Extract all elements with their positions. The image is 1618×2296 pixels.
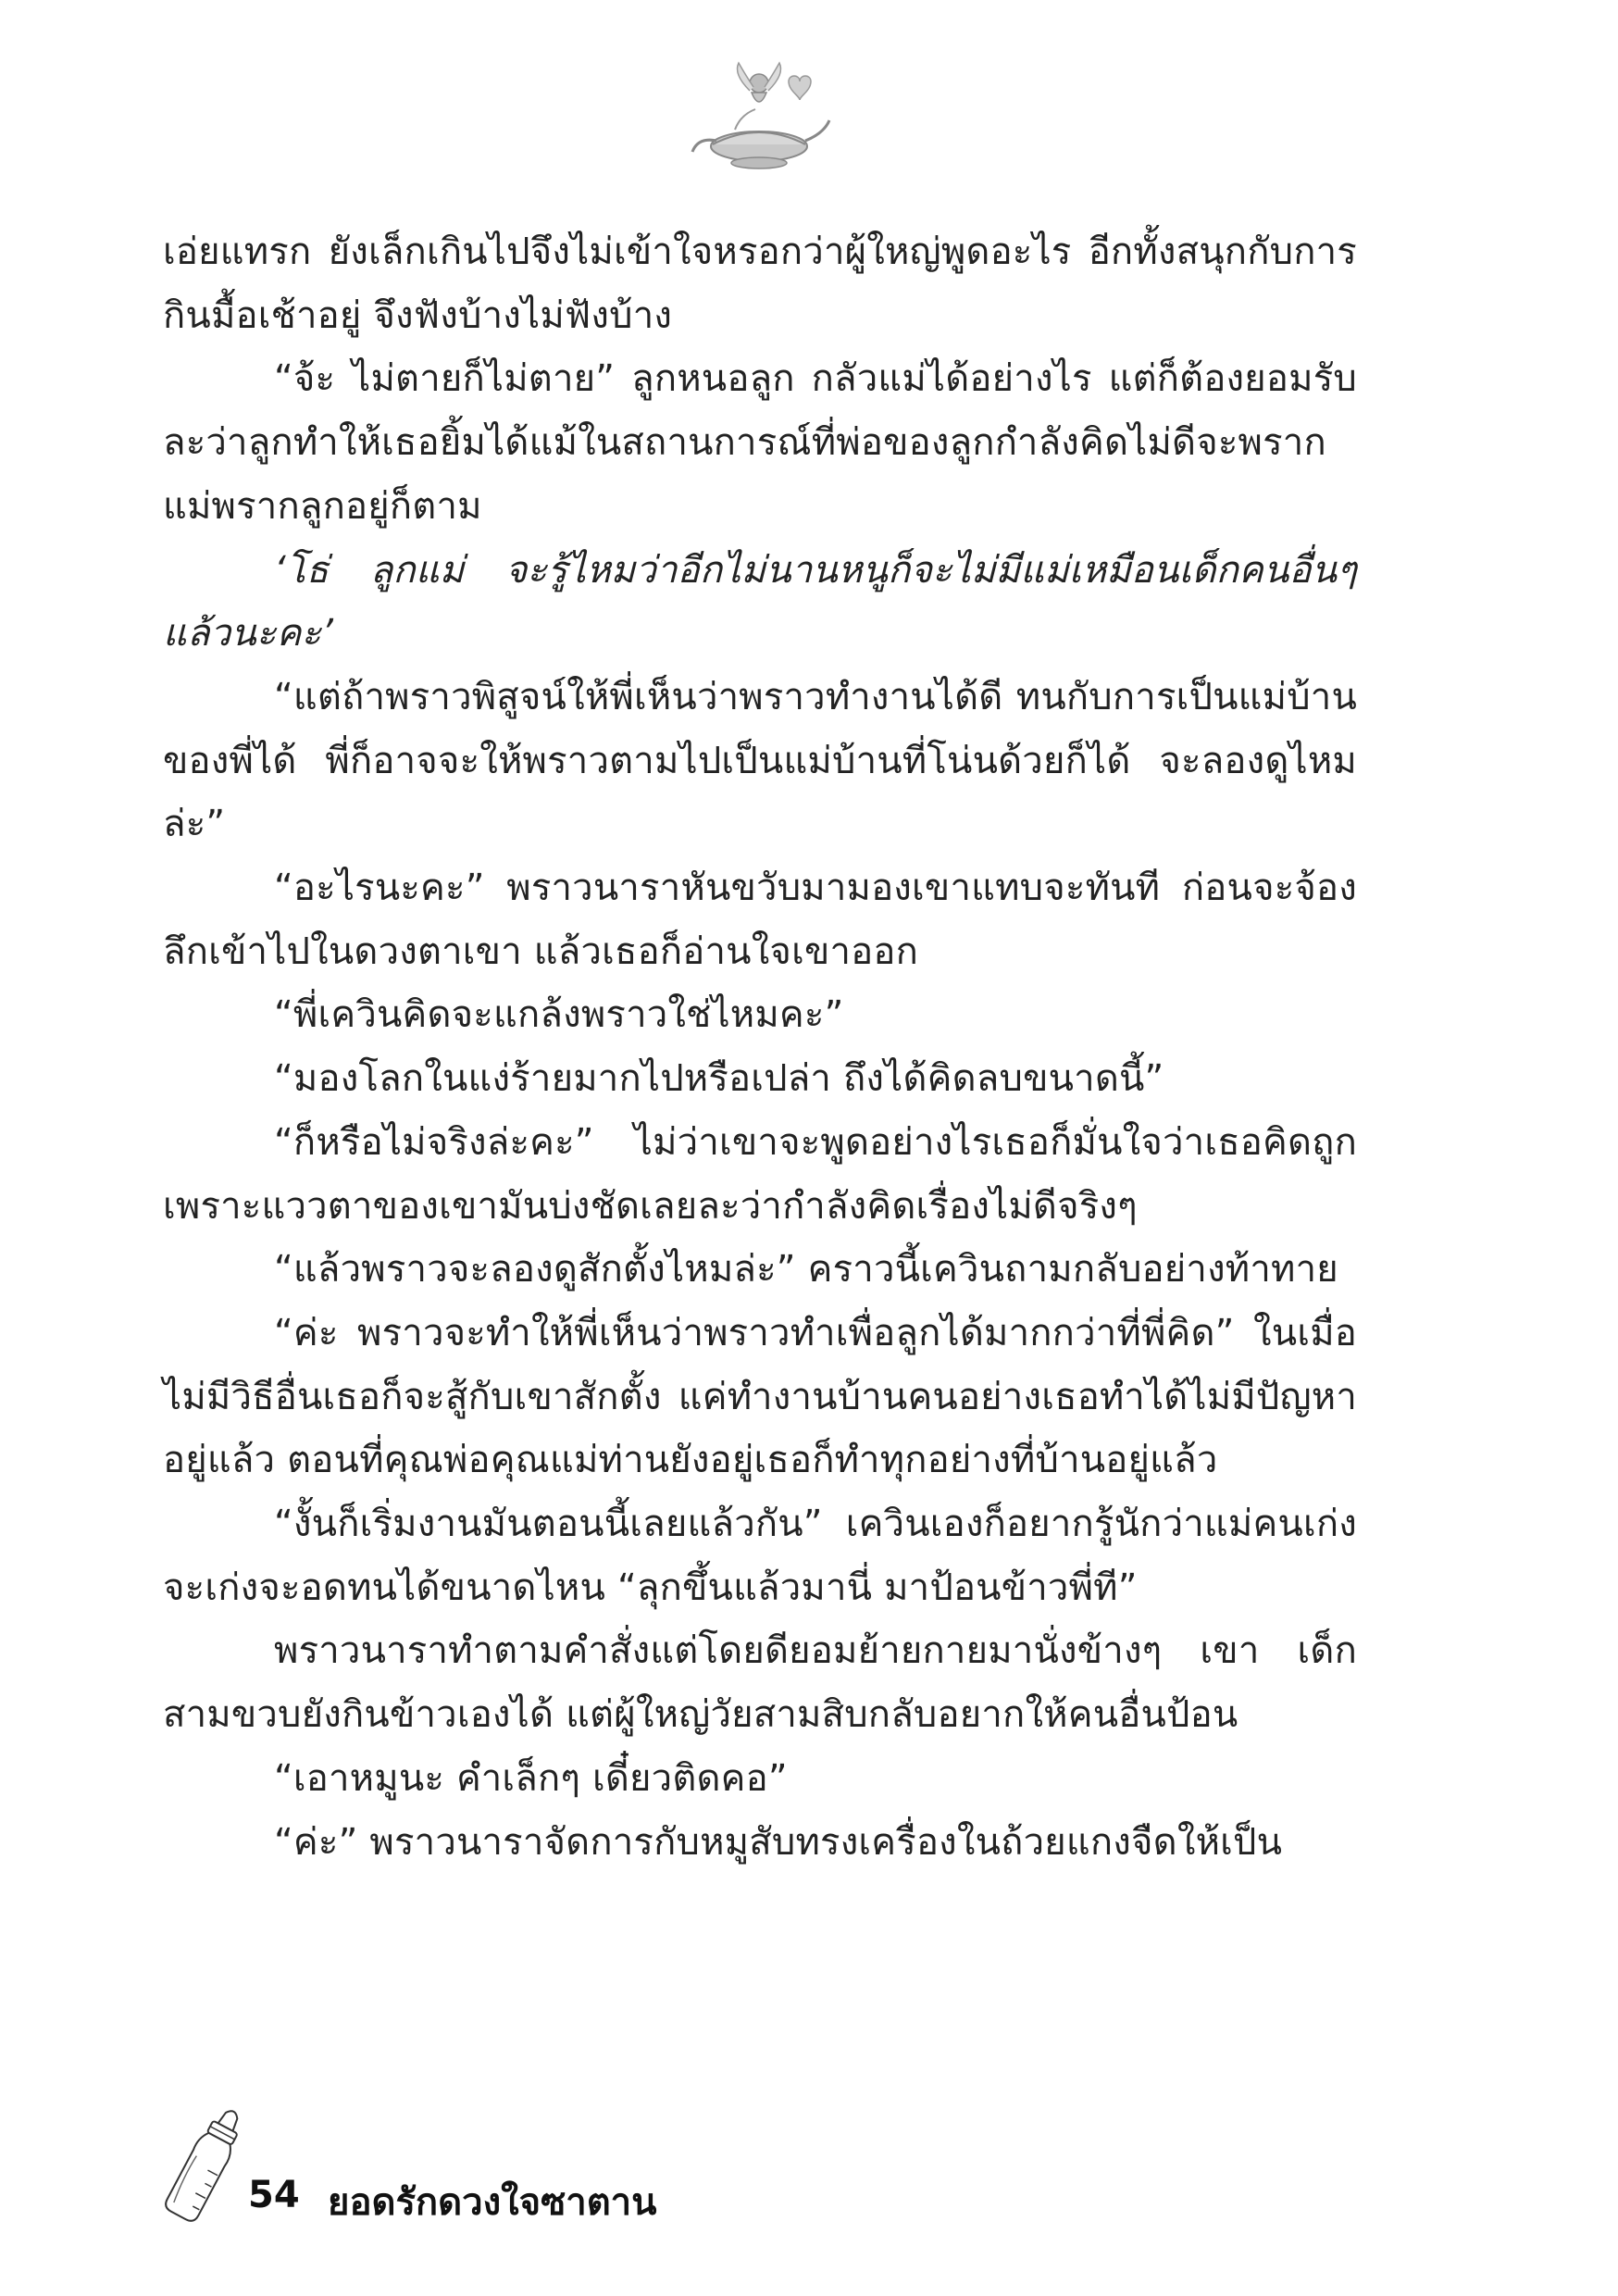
paragraph-5: “อะไรนะคะ” พราวนาราหันขวับมามองเขาแทบจะทันที ก่อนจะจ้องลึกเข้าไปในดวงตาเขา แล้วเธอก็อ่านใจเขาออก bbox=[163, 867, 1357, 973]
paragraph-4: “แต่ถ้าพราวพิสูจน์ให้พี่เห็นว่าพราวทำงานได้ดี ทนกับการเป็นแม่บ้านของพี่ได้ พี่ก็อาจจะให้พราวตามไปเป็นแม่บ้านที่โน่นด้วยก็ได้ จะลองดูไหมล่ะ” bbox=[163, 675, 1357, 846]
paragraph-3-inner-thought: ‘โธ่ ลูกแม่ จะรู้ไหมว่าอีกไม่นานหนูก็จะไม่มีแม่เหมือนเด็กคนอื่นๆ แล้วนะคะ’ bbox=[163, 548, 1357, 655]
paragraph-11: “งั้นก็เริ่มงานมันตอนนี้เลยแล้วกัน” เควินเองก็อยากรู้นักว่าแม่คนเก่งจะเก่งจะอดทนได้ขนาดไหน “ลุกขึ้นแล้วมานี่ มาป้อนข้าวพี่ที” bbox=[163, 1503, 1357, 1609]
paragraph-14: “ค่ะ” พราวนาราจัดการกับหมูสับทรงเครื่องในถ้วยแกงจืดให้เป็น bbox=[274, 1820, 1283, 1864]
body-text bbox=[163, 220, 1357, 1874]
paragraph-2: “จ้ะ ไม่ตายก็ไม่ตาย” ลูกหนอลูก กลัวแม่ได้อย่างไร แต่ก็ต้องยอมรับละว่าลูกทำให้เธอยิ้มได้แม้ในสถานการณ์ที่พ่อของลูกกำลังคิดไม่ดีจะพรากแม่พรากลูกอยู่ก็ตาม bbox=[163, 357, 1357, 528]
paragraph-8: “ก็หรือไม่จริงล่ะคะ” ไม่ว่าเขาจะพูดอย่างไรเธอก็มั่นใจว่าเธอคิดถูก เพราะแววตาของเขามันบ่งชัดเลยละว่ากำลังคิดเรื่องไม่ดีจริงๆ bbox=[163, 1120, 1357, 1228]
paragraph-12: พราวนาราทำตามคำสั่งแต่โดยดียอมย้ายกายมานั่งข้างๆ เขา เด็กสามขวบยังกินข้าวเองได้ แต่ผู้ใหญ่วัยสามสิบกลับอยากให้คนอื่นป้อน bbox=[163, 1629, 1357, 1737]
paragraph-6: “พี่เควินคิดจะแกล้งพราวใช่ไหมคะ” bbox=[274, 993, 844, 1037]
paragraph-9: “แล้วพราวจะลองดูสักตั้งไหมล่ะ” คราวนี้เควินถามกลับอย่างท้าทาย bbox=[274, 1248, 1338, 1292]
paragraph-7: “มองโลกในแง่ร้ายมากไปหรือเปล่า ถึงได้คิดลบขนาดนี้” bbox=[274, 1057, 1164, 1101]
paragraph-10: “ค่ะ พราวจะทำให้พี่เห็นว่าพราวทำเพื่อลูกได้มากกว่าที่พี่คิด” ในเมื่อไม่มีวิธีอื่นเธอก็จะสู้กับเขาสักตั้ง แค่ทำงานบ้านคนอย่างเธอทำได้ไม่มีปัญหาอยู่แล้ว ตอนที่คุณพ่อคุณแม่ท่านยังอยู่เธอก็ทำทุกอย่างที่บ้านอยู่แล้ว bbox=[163, 1311, 1357, 1482]
page-number: 54 bbox=[248, 2174, 300, 2216]
paragraph-1: เอ่ยแทรก ยังเล็กเกินไปจึงไม่เข้าใจหรอกว่าผู้ใหญ่พูดอะไร อีกทั้งสนุกกับการกินมื้อเช้าอยู่ จึงฟังบ้างไม่ฟังบ้าง bbox=[163, 231, 1357, 337]
paragraph-13: “เอาหมูนะ คำเล็กๆ เดี๋ยวติดคอ” bbox=[274, 1756, 788, 1800]
baby-bottle-icon bbox=[163, 2102, 246, 2231]
page-footer bbox=[163, 2102, 996, 2231]
cupid-teapot-ornament-icon bbox=[685, 56, 833, 176]
book-title: ยอดรักดวงใจซาตาน bbox=[328, 2181, 657, 2224]
